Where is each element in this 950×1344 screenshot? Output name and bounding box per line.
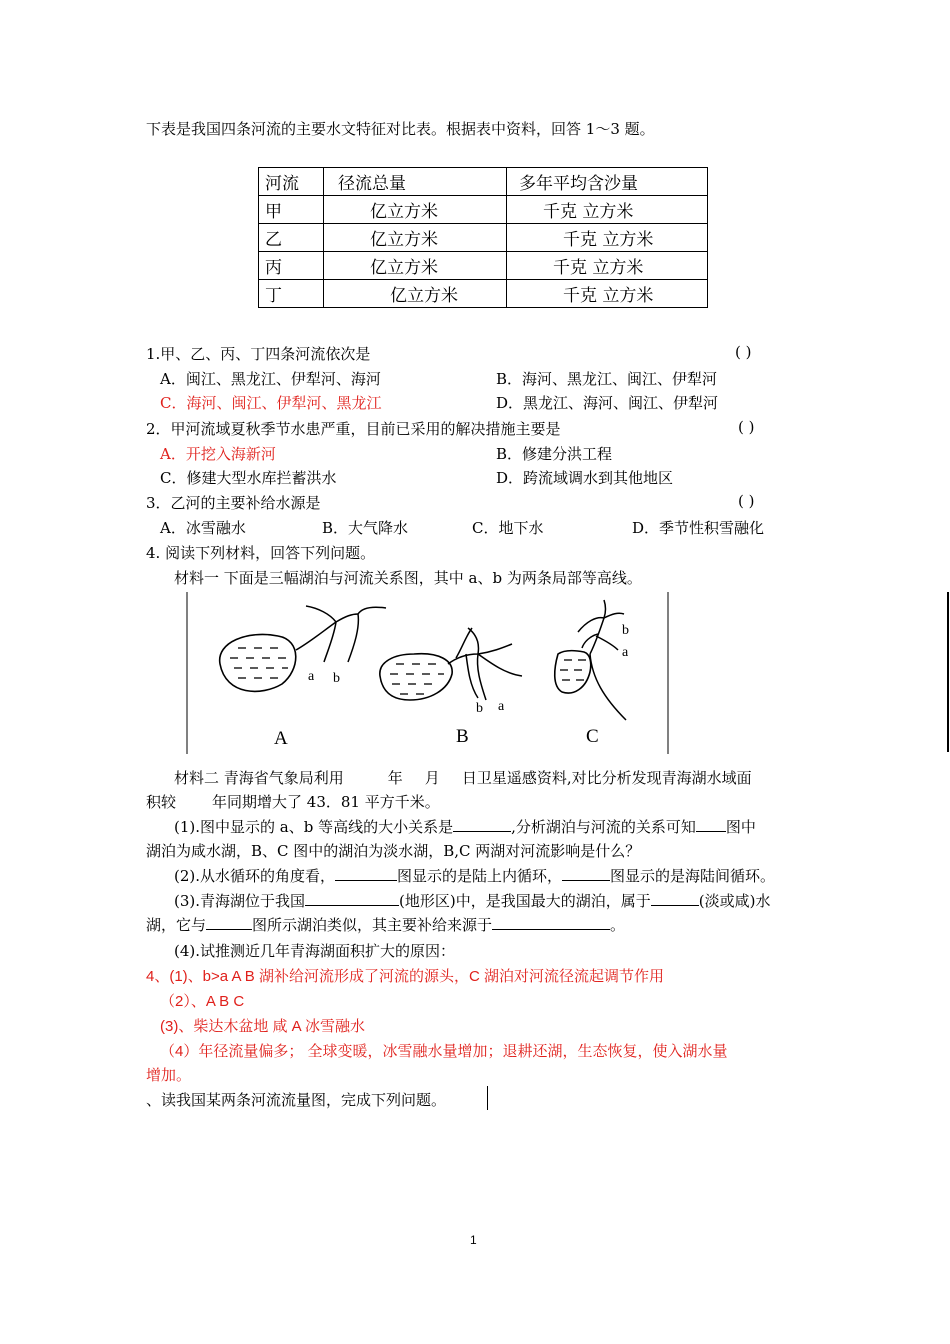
answer-blank[interactable] — [206, 915, 252, 930]
material-two-line2: 积较 年同期增大了 43．81 平方千米。 — [146, 793, 440, 811]
answer-line-5: 增加。 — [146, 1067, 192, 1084]
answer-blank[interactable] — [335, 866, 397, 881]
answer-line-1: 4、(1)、b>a A B 湖补给河流形成了河流的源头，C 湖泊对河流径流起调节作用 — [146, 968, 664, 985]
table-row — [259, 280, 708, 308]
diagram-c — [555, 600, 629, 747]
answer-blank[interactable] — [651, 891, 699, 906]
q2-option-a: A．开挖入海新河 — [160, 445, 276, 463]
q1-stem: 1.甲、乙、丙、丁四条河流依次是 — [146, 345, 371, 363]
table-cell: 亿立方米 — [324, 252, 507, 280]
table-row — [259, 224, 708, 252]
table-cell: 丁 — [259, 280, 324, 308]
table-cell: 乙 — [259, 224, 324, 252]
table-cell: 亿立方米 — [324, 196, 507, 224]
q1-option-a: A．闽江、黑龙江、伊犁河、海河 — [160, 370, 381, 388]
answer-line-2: （2）、A B C — [160, 993, 245, 1010]
q1-option-b: B．海河、黑龙江、闽江、伊犁河 — [496, 370, 718, 388]
q2-option-d: D．跨流域调水到其他地区 — [496, 469, 674, 487]
subq1-line1: (1).图中显示的 a、b 等高线的大小关系是 ,分析湖泊与河流的关系可知 图中 — [174, 818, 756, 836]
q3-option-d: D．季节性积雪融化 — [632, 519, 765, 537]
answer-blank[interactable] — [492, 915, 610, 930]
table-row — [259, 252, 708, 280]
table-cell: 千克 立方米 — [507, 280, 708, 308]
contour-label-a: a — [308, 669, 315, 684]
q1-option-d: D．黑龙江、海河、闽江、伊犁河 — [496, 394, 719, 412]
table-cell: 千克 立方米 — [507, 224, 708, 252]
q3-option-a: A．冰雪融水 — [160, 519, 246, 537]
contour-label-a: a — [498, 699, 505, 714]
table-header-cell: 多年平均含沙量 — [507, 168, 708, 196]
answer-blank[interactable] — [562, 866, 610, 881]
q2-option-c: C．修建大型水库拦蓄洪水 — [160, 469, 337, 487]
q1-answer-paren: ( ) — [735, 343, 752, 361]
diagram-a — [220, 606, 386, 749]
intro-text: 下表是我国四条河流的主要水文特征对比表。根据表中资料，回答 1～3 题。 — [146, 120, 655, 138]
contour-label-b: b — [476, 701, 483, 716]
q3-stem: 3．乙河的主要补给水源是 — [146, 494, 321, 512]
table-row — [259, 196, 708, 224]
material-two-line1: 材料二 青海省气象局利用 年 月 日卫星遥感资料,对比分析发现青海湖水域面 — [174, 769, 752, 787]
subq3-line2: 湖，它与 图所示湖泊类似，其主要补给来源于 。 — [146, 916, 626, 934]
answer-blank[interactable] — [696, 817, 726, 832]
answer-line-4: （4）年径流量偏多； 全球变暖，冰雪融水量增加；退耕还湖，生态恢复，使入湖水量 — [160, 1043, 728, 1060]
q3-answer-paren: ( ) — [738, 492, 755, 510]
q2-option-b: B．修建分洪工程 — [496, 445, 613, 463]
table-header-cell: 河流 — [259, 168, 324, 196]
table-header-row — [259, 168, 708, 196]
subq2: (2).从水循环的角度看， 图显示的是陆上内循环， 图显示的是海陆间循环。 — [174, 867, 776, 885]
answer-line-3: (3)、柴达木盆地 咸 A 冰雪融水 — [160, 1018, 366, 1035]
q4-stem: 4. 阅读下列材料，回答下列问题。 — [146, 544, 376, 562]
table-cell: 亿立方米 — [324, 280, 507, 308]
q2-stem: 2．甲河流域夏秋季节水患严重，目前已采用的解决措施主要是 — [146, 420, 561, 438]
contour-label-b: b — [622, 623, 629, 638]
q3-option-c: C．地下水 — [472, 519, 544, 537]
next-question: 、读我国某两条河流流量图，完成下列问题。 — [146, 1091, 447, 1109]
table-cell: 亿立方米 — [324, 224, 507, 252]
answer-blank[interactable] — [453, 817, 511, 832]
figure-label-b: B — [456, 726, 469, 747]
q2-answer-paren: ( ) — [738, 418, 755, 436]
q1-option-c: C．海河、闽江、伊犁河、黑龙江 — [160, 394, 382, 412]
answer-blank[interactable] — [305, 891, 399, 906]
lake-river-figure — [186, 592, 670, 754]
q3-option-b: B．大气降水 — [322, 519, 409, 537]
subq1-line2: 湖泊为咸水湖，B、C 图中的湖泊为淡水湖，B,C 两湖对河流影响是什么？ — [146, 842, 641, 860]
table-cell: 丙 — [259, 252, 324, 280]
lake-river-diagram — [186, 592, 670, 754]
table-cell: 千克 立方米 — [507, 252, 708, 280]
material-one: 材料一 下面是三幅湖泊与河流关系图，其中 a、b 为两条局部等高线。 — [174, 569, 642, 587]
page-number: 1 — [470, 1233, 477, 1247]
table-cell: 千克 立方米 — [507, 196, 708, 224]
text-cursor-line — [487, 1086, 488, 1110]
margin-bar — [947, 592, 949, 752]
contour-label-a: a — [622, 645, 629, 660]
diagram-b — [380, 628, 522, 747]
table-cell: 甲 — [259, 196, 324, 224]
contour-label-b: b — [333, 671, 340, 686]
hydrology-table — [258, 167, 708, 308]
subq3-line1: (3).青海湖位于我国 (地形区)中，是我国最大的湖泊，属于 (淡或咸)水 — [174, 892, 771, 910]
figure-label-c: C — [586, 726, 599, 747]
subq4: (4).试推测近几年青海湖面积扩大的原因： — [174, 942, 456, 960]
table-header-cell: 径流总量 — [324, 168, 507, 196]
figure-label-a: A — [274, 728, 288, 749]
